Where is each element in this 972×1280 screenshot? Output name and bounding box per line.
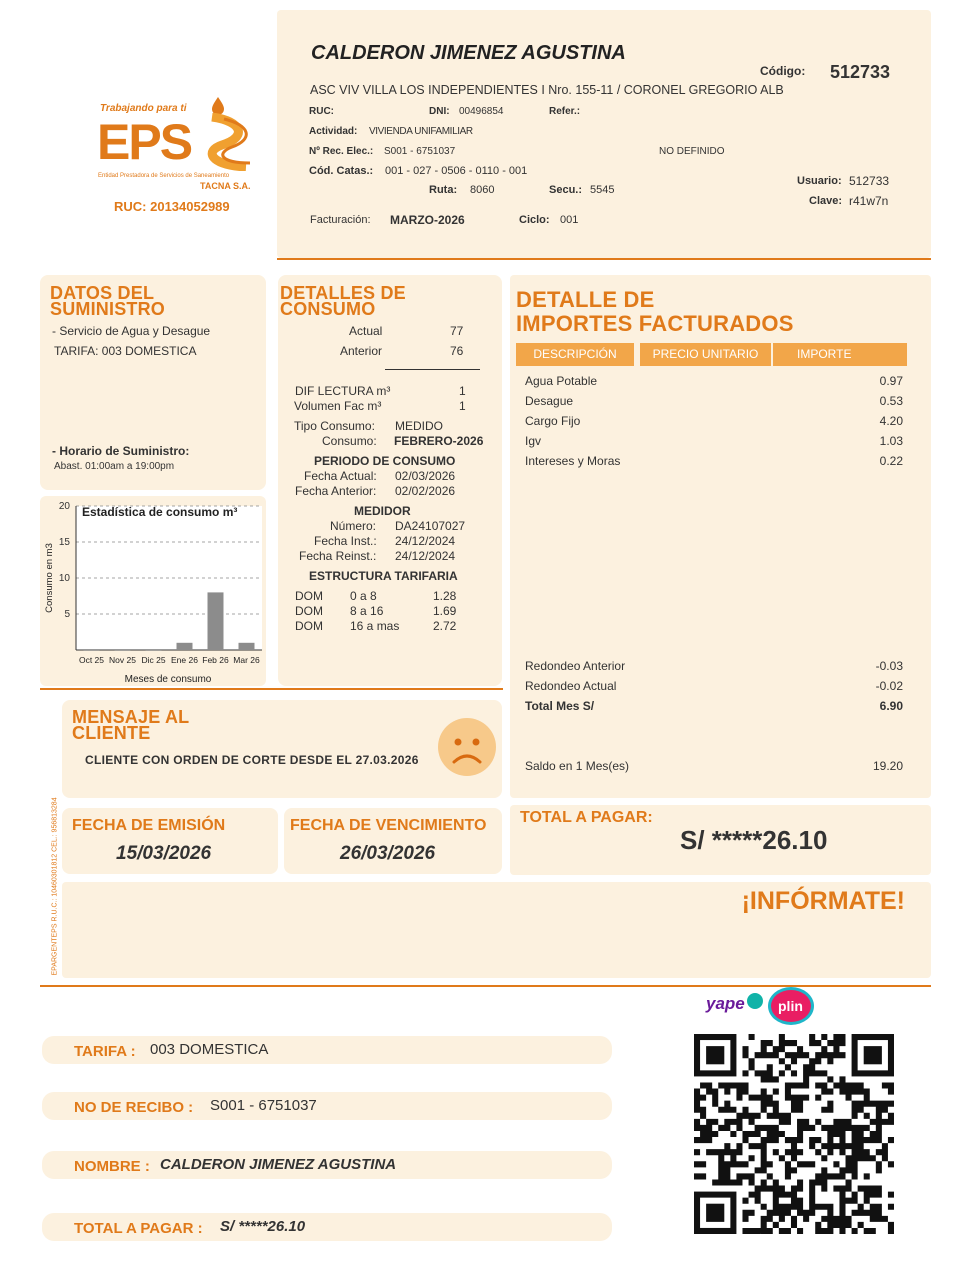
- plin-text: plin: [778, 998, 803, 1014]
- importe-value: 0.53: [879, 394, 903, 408]
- client-info-panel: [277, 10, 931, 258]
- yape-badge-icon: [746, 992, 764, 1010]
- usuario-value: 512733: [849, 174, 890, 188]
- fecha-inst-value: 24/12/2024: [395, 534, 456, 548]
- dif-value: 1: [459, 384, 466, 398]
- clave-label: Clave:: [809, 195, 843, 207]
- mid-divider: [40, 688, 503, 690]
- consumo-value: FEBRERO-2026: [394, 434, 484, 448]
- periodo-title: PERIODO DE CONSUMO: [314, 454, 456, 468]
- redondeo-actual-row: [525, 679, 903, 693]
- total-mes-value: 6.90: [879, 699, 903, 713]
- ruc-label: RUC:: [309, 106, 334, 117]
- importe-value: 0.97: [879, 374, 903, 388]
- usuario-label: Usuario:: [797, 175, 842, 187]
- actividad-value: VIVIENDA UNIFAMILIAR: [369, 126, 473, 137]
- logo-ruc: RUC: 20134052989: [114, 199, 230, 214]
- plin-logo: [771, 990, 811, 1022]
- company-logo: [92, 95, 262, 215]
- catas-value: 001 - 027 - 0506 - 0110 - 001: [385, 165, 528, 177]
- total-mes-row: [525, 699, 903, 713]
- ruta-label: Ruta:: [429, 184, 458, 196]
- facturacion-label: Facturación:: [310, 214, 371, 226]
- numero-value: DA24107027: [395, 519, 466, 533]
- chart-x-tick-label: Ene 26: [171, 655, 198, 665]
- ruta-value: 8060: [470, 184, 495, 196]
- clave-value: r41w7n: [849, 194, 889, 208]
- tarifa-row: [295, 619, 465, 634]
- suministro-panel: [40, 275, 266, 490]
- chart-x-tick-label: Feb 26: [202, 655, 229, 665]
- importe-desc: Intereses y Moras: [525, 454, 621, 468]
- client-name: CALDERON JIMENEZ AGUSTINA: [311, 42, 626, 64]
- catas-label: Cód. Catas.:: [309, 165, 374, 177]
- consumo-title-2: CONSUMO: [280, 299, 376, 319]
- footer-nombre-label: NOMBRE :: [74, 1158, 150, 1175]
- chart-x-tick-label: Oct 25: [78, 655, 105, 665]
- secu-value: 5545: [590, 184, 615, 196]
- chart-x-axis-label: Meses de consumo: [124, 674, 212, 685]
- chart-title: Estadística de consumo m³: [82, 505, 238, 519]
- tarifa-tipo: DOM: [295, 589, 323, 603]
- tarifa-row: [295, 604, 465, 619]
- client-address: ASC VIV VILLA LOS INDEPENDIENTES I Nro. 155-11 / CORONEL GREGORIO ALB: [310, 83, 784, 97]
- fecha-anterior-label: Fecha Anterior:: [295, 484, 377, 498]
- dni-value: 00496854: [459, 106, 504, 117]
- tarifa-rango: 0 a 8: [350, 589, 377, 603]
- fecha-emision-panel: [62, 808, 278, 874]
- footer-recibo: [42, 1092, 612, 1120]
- fecha-reinst-value: 24/12/2024: [395, 549, 456, 563]
- tarifa-text: TARIFA: 003 DOMESTICA: [54, 344, 197, 358]
- medidor-title: MEDIDOR: [354, 504, 411, 518]
- facturacion-value: MARZO-2026: [390, 213, 465, 227]
- side-vertical-text: EPARGENTEPS R.U.C.: 10460301812 CEL.: 956813284: [51, 797, 59, 976]
- footer-nombre: [42, 1151, 612, 1179]
- dif-label: DIF LECTURA m³: [295, 384, 391, 398]
- estructura-title: ESTRUCTURA TARIFARIA: [309, 569, 458, 583]
- footer-tarifa-label: TARIFA :: [74, 1043, 136, 1060]
- suministro-title-1: DATOS DEL: [50, 283, 155, 303]
- importe-row: [525, 414, 903, 428]
- actividad-label: Actividad:: [309, 126, 358, 137]
- numero-label: Número:: [330, 519, 377, 533]
- importes-title-2: IMPORTES FACTURADOS: [516, 311, 794, 336]
- importe-value: 1.03: [879, 434, 903, 448]
- importes-title-1: DETALLE DE: [516, 287, 655, 312]
- chart-bar: [84, 650, 100, 651]
- importe-value: 0.22: [879, 454, 903, 468]
- chart-y-tick-label: 15: [58, 537, 70, 548]
- fecha-actual-value: 02/03/2026: [395, 469, 456, 483]
- footer-recibo-value: S001 - 6751037: [210, 1097, 317, 1114]
- mensaje-text: CLIENTE CON ORDEN DE CORTE DESDE EL 27.03.2026: [85, 753, 419, 767]
- importe-row: [525, 394, 903, 408]
- importe-row: [525, 374, 903, 388]
- tarifa-precio: 1.28: [433, 589, 457, 603]
- logo-city: TACNA S.A.: [200, 181, 251, 191]
- bottom-divider: [40, 985, 931, 987]
- fecha-anterior-value: 02/02/2026: [395, 484, 456, 498]
- footer-tarifa: [42, 1036, 612, 1064]
- importe-desc: Agua Potable: [525, 374, 598, 388]
- anterior-label: Anterior: [340, 344, 383, 358]
- redondeo-actual-value: -0.02: [875, 679, 903, 693]
- saldo-value: 19.20: [872, 759, 903, 773]
- anterior-value: 76: [450, 344, 464, 358]
- suministro-title-2: SUMINISTRO: [50, 299, 166, 319]
- informate-title: ¡INFÓRMATE!: [741, 887, 905, 915]
- chart-bar: [239, 643, 255, 650]
- chart-bar: [146, 650, 162, 651]
- redondeo-actual-label: Redondeo Actual: [525, 679, 617, 693]
- header-divider: [277, 258, 931, 260]
- chart-y-tick-label: 10: [58, 573, 70, 584]
- vencimiento-label: FECHA DE VENCIMIENTO: [290, 817, 487, 834]
- rec-elec-label: Nº Rec. Elec.:: [309, 146, 374, 157]
- footer-recibo-label: NO DE RECIBO :: [74, 1099, 194, 1116]
- importe-desc: Desague: [525, 394, 574, 408]
- consumption-chart: [40, 496, 266, 686]
- informate-panel: [62, 882, 931, 978]
- fecha-reinst-label: Fecha Reinst.:: [299, 549, 377, 563]
- redondeo-anterior-value: -0.03: [875, 659, 903, 673]
- logo-tagline: Trabajando para ti: [100, 103, 187, 114]
- total-panel: [510, 805, 931, 875]
- horario-label: - Horario de Suministro:: [52, 444, 190, 458]
- footer-total: [42, 1213, 612, 1241]
- tipo-label: Tipo Consumo:: [294, 419, 375, 433]
- dni-label: DNI:: [429, 106, 450, 117]
- footer-nombre-value: CALDERON JIMENEZ AGUSTINA: [160, 1156, 397, 1173]
- actual-value: 77: [450, 324, 464, 338]
- ciclo-label: Ciclo:: [519, 214, 550, 226]
- chart-x-tick-label: Dic 25: [141, 655, 166, 665]
- vol-label: Volumen Fac m³: [294, 399, 382, 413]
- consumo-panel: [278, 275, 502, 686]
- importe-desc: Igv: [525, 434, 542, 448]
- vencimiento-value: 26/03/2026: [340, 843, 436, 864]
- codigo-label: Código:: [760, 64, 806, 78]
- yape-text: yape: [706, 994, 745, 1013]
- tarifa-rango: 16 a mas: [350, 619, 400, 633]
- sad-face-icon: [436, 716, 498, 778]
- emision-label: FECHA DE EMISIÓN: [72, 817, 226, 834]
- footer-tarifa-value: 003 DOMESTICA: [150, 1041, 269, 1058]
- total-label: TOTAL A PAGAR:: [520, 809, 653, 826]
- vol-value: 1: [459, 399, 466, 413]
- chart-y-tick-label: 5: [64, 609, 70, 620]
- consumption-chart-panel: [40, 496, 266, 686]
- fecha-vencimiento-panel: [284, 808, 502, 874]
- payment-qr-code[interactable]: [694, 1034, 894, 1234]
- chart-x-tick-label: Nov 25: [109, 655, 136, 665]
- fecha-actual-label: Fecha Actual:: [304, 469, 377, 483]
- importe-row: [525, 454, 903, 468]
- col-importe: IMPORTE: [773, 343, 907, 366]
- chart-y-tick-label: 20: [58, 501, 70, 512]
- col-precio: PRECIO UNITARIO: [640, 343, 771, 366]
- col-descripcion: DESCRIPCIÓN: [516, 343, 634, 366]
- tarifa-tipo: DOM: [295, 604, 323, 618]
- saldo-label: Saldo en 1 Mes(es): [525, 759, 630, 773]
- redondeo-anterior-label: Redondeo Anterior: [525, 659, 626, 673]
- emision-value: 15/03/2026: [116, 843, 212, 864]
- total-value: S/ *****26.10: [680, 825, 828, 855]
- codigo-value: 512733: [830, 62, 891, 82]
- secu-label: Secu.:: [549, 184, 583, 196]
- chart-bar: [115, 650, 131, 651]
- consumo-title-1: DETALLES DE: [280, 283, 406, 303]
- importe-row: [525, 434, 903, 448]
- tarifa-precio: 2.72: [433, 619, 457, 633]
- chart-x-tick-label: Mar 26: [233, 655, 260, 665]
- redondeo-anterior-row: [525, 659, 903, 673]
- logo-initials: EPS: [97, 114, 192, 170]
- chart-bar: [177, 643, 193, 650]
- tarifa-tipo: DOM: [295, 619, 323, 633]
- tarifa-rango: 8 a 16: [350, 604, 384, 618]
- ciclo-value: 001: [560, 214, 579, 226]
- chart-bar: [208, 592, 224, 650]
- servicio-text: - Servicio de Agua y Desague: [52, 324, 211, 338]
- consumo-label: Consumo:: [322, 434, 377, 448]
- saldo-row: [525, 759, 903, 773]
- lectura-rule: [385, 369, 480, 370]
- mensaje-panel: [62, 700, 502, 798]
- footer-total-label: TOTAL A PAGAR :: [74, 1220, 203, 1237]
- refer-label: Refer.:: [549, 106, 581, 117]
- horario-value: Abast. 01:00am a 19:00pm: [54, 461, 175, 472]
- tipo-value: MEDIDO: [395, 419, 443, 433]
- importe-desc: Cargo Fijo: [525, 414, 581, 428]
- importe-value: 4.20: [879, 414, 903, 428]
- actual-label: Actual: [349, 324, 383, 338]
- mensaje-title-2: CLIENTE: [72, 723, 151, 743]
- logo-waves-icon: [202, 113, 254, 171]
- tarifa-row: [295, 589, 465, 604]
- mensaje-title-1: MENSAJE AL: [72, 707, 190, 727]
- fecha-inst-label: Fecha Inst.:: [314, 534, 377, 548]
- rec-elec-value: S001 - 6751037: [384, 146, 456, 157]
- yape-logo: [706, 992, 766, 1018]
- total-mes-label: Total Mes S/: [525, 699, 595, 713]
- chart-y-axis-label: Consumo en m3: [44, 543, 55, 613]
- logo-entity: Entidad Prestadora de Servicios de Saneamiento: [98, 173, 230, 179]
- no-definido: NO DEFINIDO: [659, 146, 725, 157]
- tarifa-precio: 1.69: [433, 604, 457, 618]
- footer-total-value: S/ *****26.10: [220, 1218, 306, 1235]
